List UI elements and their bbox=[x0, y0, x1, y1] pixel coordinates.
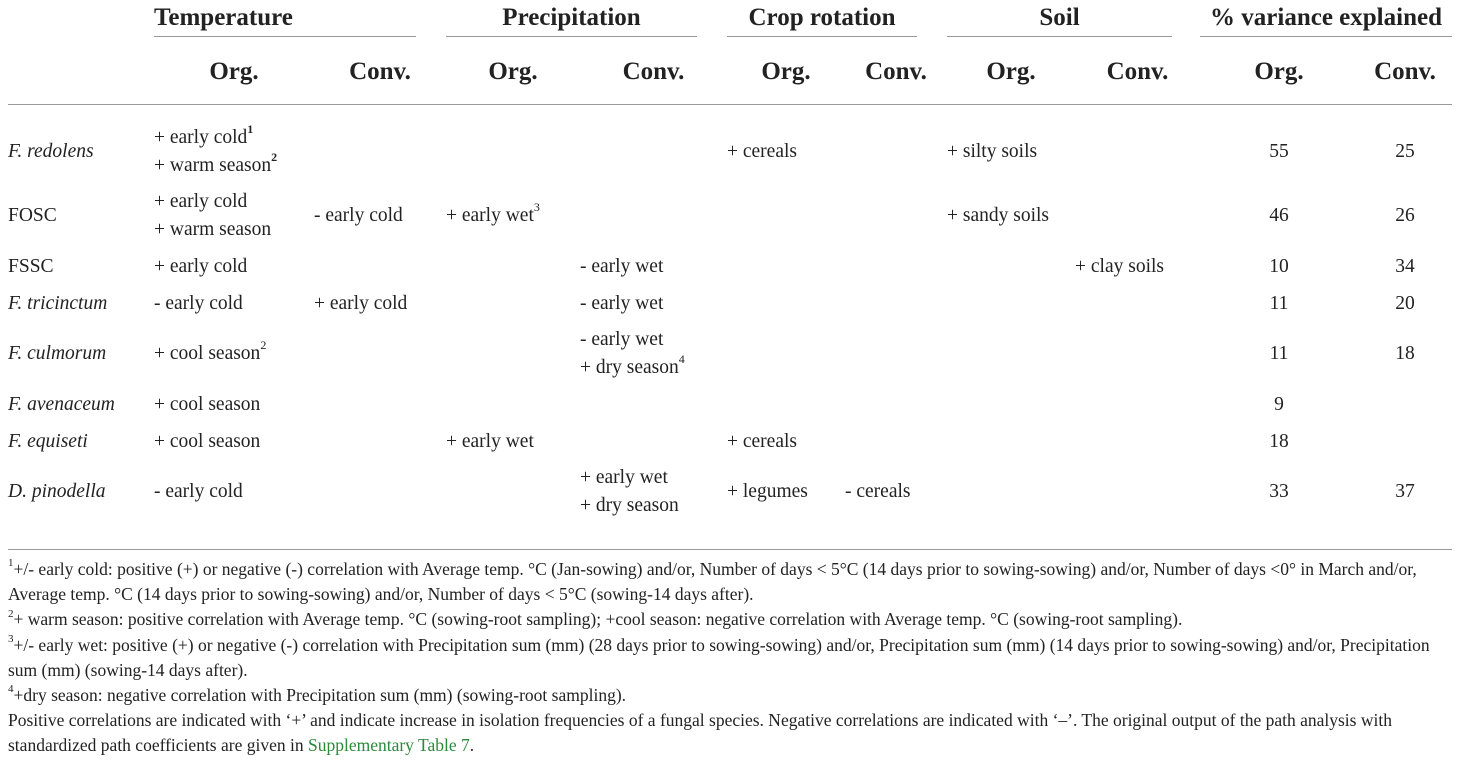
table-row bbox=[8, 248, 1452, 285]
results-table bbox=[8, 0, 1452, 550]
header-variance: % variance explained bbox=[1200, 0, 1452, 40]
prec-conv-cell bbox=[580, 120, 727, 184]
var-conv-cell: 34 bbox=[1395, 255, 1415, 277]
soil-conv-cell bbox=[1075, 322, 1200, 386]
crop-conv-cell bbox=[845, 184, 947, 248]
temp-conv-cell bbox=[314, 322, 446, 386]
species-name: F. equiseti bbox=[8, 430, 88, 452]
temp-org-cell: - early cold bbox=[154, 481, 243, 502]
var-conv-cell: 26 bbox=[1395, 205, 1415, 226]
soil-org-cell bbox=[947, 423, 1075, 460]
crop-org-cell bbox=[727, 285, 845, 322]
temp-org-cell: + early cold + warm season bbox=[154, 191, 272, 240]
prec-conv-cell bbox=[580, 184, 727, 248]
temp-conv-cell bbox=[314, 386, 446, 423]
crop-org-cell bbox=[727, 322, 845, 386]
subheader-var-conv: Conv. bbox=[1358, 40, 1452, 105]
var-conv-cell: 25 bbox=[1395, 141, 1415, 162]
subheader-prec-conv: Conv. bbox=[580, 40, 727, 105]
species-name: F. avenaceum bbox=[8, 393, 115, 415]
soil-org-cell bbox=[947, 285, 1075, 322]
soil-conv-cell bbox=[1075, 184, 1200, 248]
temp-org-cell: + cool season bbox=[154, 430, 261, 452]
temp-org-cell: + cool season bbox=[154, 393, 261, 415]
prec-conv-cell: + early wet + dry season bbox=[580, 467, 679, 516]
var-conv-cell bbox=[1358, 386, 1452, 423]
soil-conv-cell bbox=[1075, 120, 1200, 184]
header-precipitation: Precipitation bbox=[446, 0, 727, 40]
prec-org-cell bbox=[446, 285, 580, 322]
soil-conv-cell bbox=[1075, 423, 1200, 460]
soil-org-cell bbox=[947, 248, 1075, 285]
subheader-temp-conv: Conv. bbox=[314, 40, 446, 105]
subheader-crop-conv: Conv. bbox=[845, 40, 947, 105]
soil-org-cell: + sandy soils bbox=[947, 205, 1050, 226]
header-temperature: Temperature bbox=[154, 0, 446, 40]
header-soil: Soil bbox=[947, 0, 1200, 40]
species-name: F. tricinctum bbox=[8, 292, 108, 314]
subheader-crop-org: Org. bbox=[727, 40, 845, 105]
footnote-1: $^1$+/- early cold: positive (+) or negative (-) correlation with Average temp. °C (Jan-sowing) and/or, Number of days < 5°C (14 days prior to sowing-sowing) and/or, Number of days <0° in March and/or, Average temp. °C (14 days prior to sowing-sowing) and/or, Number of days < 5°C (sowing-14 days after). bbox=[8, 557, 1417, 605]
temp-conv-cell bbox=[314, 120, 446, 184]
crop-conv-cell bbox=[845, 248, 947, 285]
crop-org-cell bbox=[727, 184, 845, 248]
subheader-temp-org: Org. bbox=[154, 40, 314, 105]
crop-org-cell: + legumes bbox=[727, 481, 808, 502]
var-conv-cell: 20 bbox=[1395, 292, 1415, 314]
var-org-cell: 11 bbox=[1269, 343, 1289, 364]
crop-org-cell bbox=[727, 248, 845, 285]
table-row bbox=[8, 184, 1452, 248]
prec-conv-cell: - early wet + dry season$^4$ bbox=[580, 329, 685, 378]
temp-conv-cell bbox=[314, 460, 446, 524]
table-row bbox=[8, 386, 1452, 423]
soil-conv-cell bbox=[1075, 386, 1200, 423]
var-conv-cell: 37 bbox=[1395, 481, 1415, 502]
var-conv-cell: 18 bbox=[1395, 343, 1415, 364]
var-conv-cell bbox=[1358, 423, 1452, 460]
temp-conv-cell: + early cold bbox=[314, 292, 408, 314]
prec-org-cell bbox=[446, 248, 580, 285]
var-org-cell: 46 bbox=[1269, 205, 1289, 226]
prec-conv-cell: - early wet bbox=[580, 255, 664, 277]
subheader-var-org: Org. bbox=[1200, 40, 1358, 105]
species-name: FOSC bbox=[8, 205, 57, 226]
crop-org-cell: + cereals bbox=[727, 141, 797, 162]
prec-conv-cell bbox=[580, 386, 727, 423]
prec-org-cell: + early wet bbox=[446, 430, 534, 452]
soil-conv-cell bbox=[1075, 285, 1200, 322]
prec-conv-cell: - early wet bbox=[580, 292, 664, 314]
prec-org-cell bbox=[446, 120, 580, 184]
soil-org-cell bbox=[947, 322, 1075, 386]
soil-conv-cell: + clay soils bbox=[1075, 255, 1164, 277]
temp-org-cell: + cool season$^2$ bbox=[154, 337, 267, 364]
prec-org-cell bbox=[446, 386, 580, 423]
species-name: FSSC bbox=[8, 255, 54, 277]
subheader-blank bbox=[8, 40, 154, 105]
var-org-cell: 33 bbox=[1269, 481, 1289, 502]
soil-conv-cell bbox=[1075, 460, 1200, 524]
crop-conv-cell bbox=[845, 120, 947, 184]
footnote-4: $^4$+dry season: negative correlation with Precipitation sum (mm) (sowing-root sampling). bbox=[8, 683, 627, 706]
soil-org-cell bbox=[947, 386, 1075, 423]
footnote-3: $^3$+/- early wet: positive (+) or negative (-) correlation with Precipitation sum (mm) (28 days prior to sowing-sowing) and/or, Precipitation sum (mm) (14 days prior to sowing-sowing) and/or, Precipitation sum (mm) (sowing-14 days after). bbox=[8, 632, 1430, 680]
crop-conv-cell bbox=[845, 423, 947, 460]
crop-org-cell bbox=[727, 386, 845, 423]
table-row bbox=[8, 322, 1452, 386]
temp-org-cell: + early cold bbox=[154, 255, 248, 277]
temp-conv-cell: - early cold bbox=[314, 205, 403, 226]
table-bottom-rule bbox=[8, 524, 1452, 550]
crop-org-cell: + cereals bbox=[727, 430, 797, 452]
table-row bbox=[8, 460, 1452, 524]
table-row bbox=[8, 120, 1452, 184]
footnote-summary: Positive correlations are indicated with ‘+’ and indicate increase in isolation frequencies of a fungal species. Negative correlations are indicated with ‘–’. The original output of the path analysis with standardized path coefficients are given in Supplementary Table 7. bbox=[8, 710, 1392, 756]
var-org-cell: 18 bbox=[1269, 430, 1289, 452]
prec-org-cell: + early wet$^3$ bbox=[446, 199, 540, 226]
temp-conv-cell bbox=[314, 423, 446, 460]
var-org-cell: 55 bbox=[1269, 141, 1289, 162]
crop-conv-cell bbox=[845, 386, 947, 423]
header-crop-rotation: Crop rotation bbox=[727, 0, 947, 40]
species-name: D. pinodella bbox=[8, 481, 106, 502]
species-name: F. redolens bbox=[8, 141, 94, 162]
crop-conv-cell bbox=[845, 285, 947, 322]
species-name: F. culmorum bbox=[8, 343, 107, 364]
table-row bbox=[8, 285, 1452, 322]
temp-org-cell: + early cold$^1$ + warm season$^2$ bbox=[154, 121, 278, 176]
soil-org-cell bbox=[947, 460, 1075, 524]
prec-org-cell bbox=[446, 322, 580, 386]
subheader-soil-conv: Conv. bbox=[1075, 40, 1200, 105]
header-blank bbox=[8, 0, 154, 40]
crop-conv-cell: - cereals bbox=[845, 481, 911, 502]
subheader-soil-org: Org. bbox=[947, 40, 1075, 105]
supplementary-table-link[interactable]: Supplementary Table 7 bbox=[307, 735, 470, 756]
soil-org-cell: + silty soils bbox=[947, 141, 1038, 162]
temp-org-cell: - early cold bbox=[154, 292, 243, 314]
var-org-cell: 10 bbox=[1269, 255, 1289, 277]
crop-conv-cell bbox=[845, 322, 947, 386]
subheader-prec-org: Org. bbox=[446, 40, 580, 105]
footnote-2: $^2$+ warm season: positive correlation with Average temp. °C (sowing-root sampling); +cool season: negative correlation with Average temp. °C (sowing-root sampling). bbox=[8, 607, 1183, 630]
table-footnotes bbox=[8, 557, 1454, 759]
table-row bbox=[8, 423, 1452, 460]
var-org-cell: 9 bbox=[1274, 393, 1284, 415]
temp-conv-cell bbox=[314, 248, 446, 285]
prec-conv-cell bbox=[580, 423, 727, 460]
var-org-cell: 11 bbox=[1269, 292, 1289, 314]
prec-org-cell bbox=[446, 460, 580, 524]
